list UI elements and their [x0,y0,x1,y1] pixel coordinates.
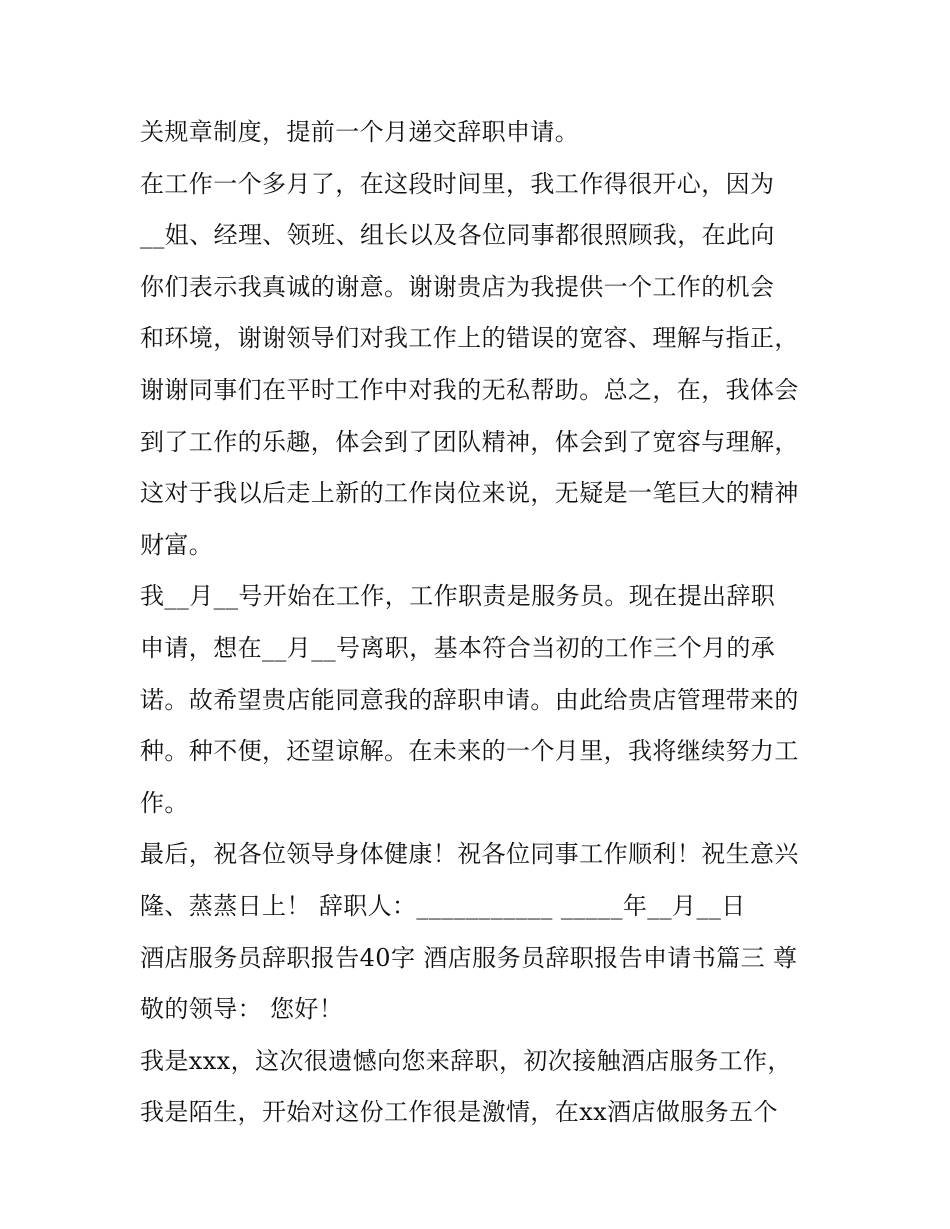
text-line: __姐、经理、领班、组长以及各位同事都很照顾我，在此向 [140,221,775,250]
text-line: 申请，想在__月__号离职，基本符合当初的工作三个月的承 [140,633,776,662]
text-line: 在工作一个多月了，在这段时间里，我工作得很开心，因为 [140,169,775,198]
text-line: 敬的领导： 您好！ [140,995,344,1024]
text-line: 酒店服务员辞职报告40字 酒店服务员辞职报告申请书篇三 尊 [140,943,798,972]
text-line: 这对于我以后走上新的工作岗位来说，无疑是一笔巨大的精神 [140,479,799,508]
text-line: 关规章制度，提前一个月递交辞职申请。 [140,118,580,146]
text-line: 谢谢同事们在平时工作中对我的无私帮助。总之，在，我体会 [140,375,799,404]
text-line: 到了工作的乐趣，体会到了团队精神，体会到了宽容与理解， [140,427,799,456]
document-body [140,107,820,1139]
text-line: 诺。故希望贵店能同意我的辞职申请。由此给贵店管理带来的 [140,685,799,714]
text-line: 作。 [140,788,189,817]
text-line: 财富。 [140,530,214,559]
text-line: 我__月__号开始在工作，工作职责是服务员。现在提出辞职 [140,582,776,611]
text-line: 和环境，谢谢领导们对我工作上的错误的宽容、理解与指正， [140,324,799,353]
text-line: 你们表示我真诚的谢意。谢谢贵店为我提供一个工作的机会 [140,272,775,301]
text-line: 种。种不便，还望谅解。在未来的一个月里，我将继续努力工 [140,737,799,766]
text-line: 我是xxx，这次很遗憾向您来辞职，初次接触酒店服务工作， [140,1046,792,1075]
text-line: 最后，祝各位领导身体健康！祝各位同事工作顺利！祝生意兴 [140,840,799,869]
text-line: 隆、蒸蒸日上！ 辞职人：___________ _____年__月__日 [140,891,746,920]
text-line: 我是陌生，开始对这份工作很是激情，在xx酒店做服务五个 [140,1098,778,1127]
